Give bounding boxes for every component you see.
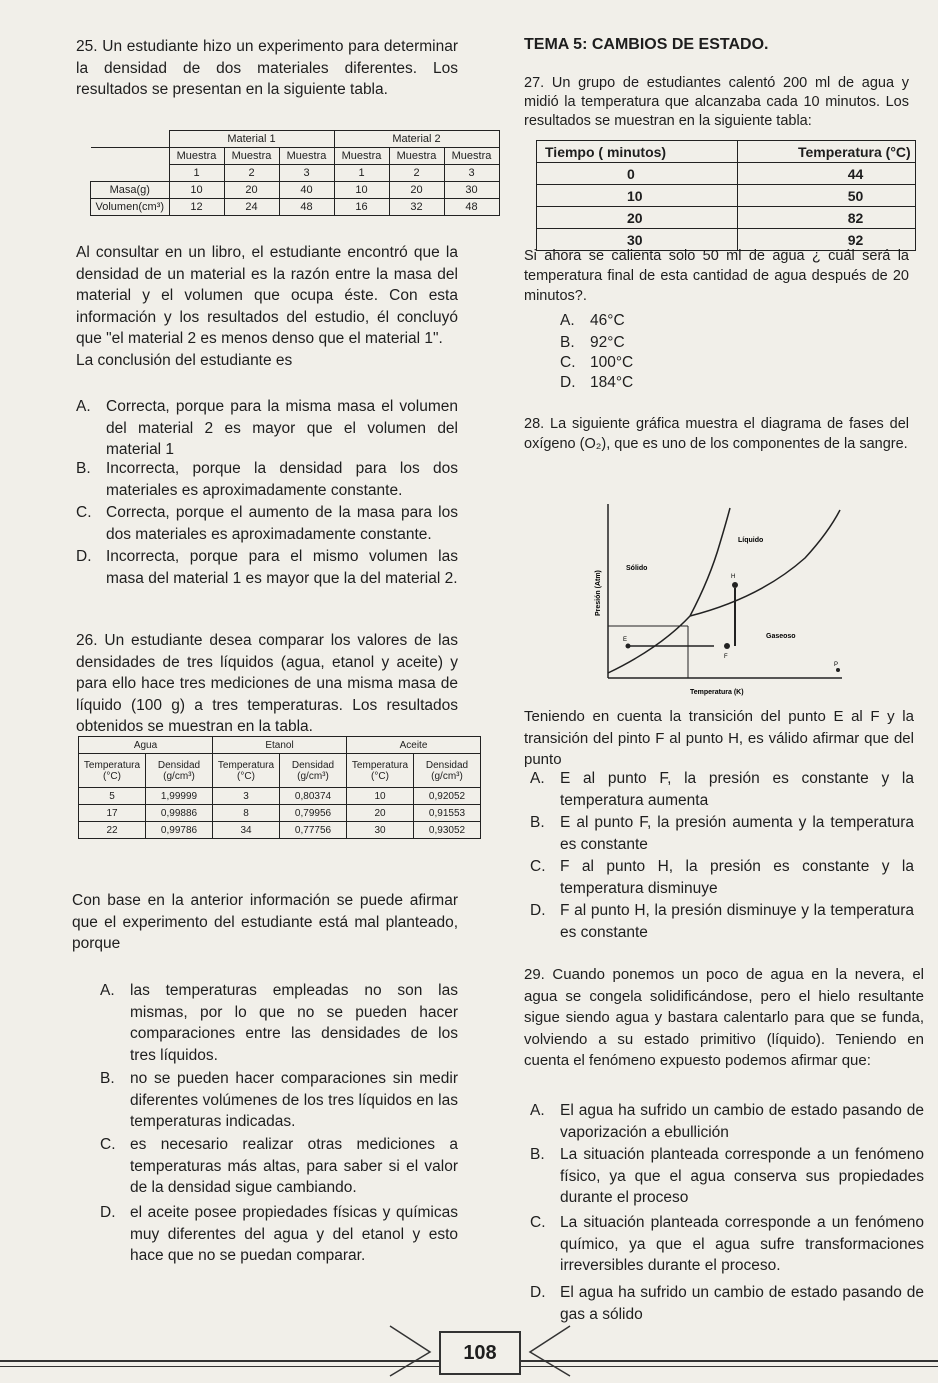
table-cell: 5 <box>79 788 146 805</box>
q27-option-c[interactable] <box>560 352 760 374</box>
table-cell: 1,99999 <box>146 788 213 805</box>
q25-sample-label: Muestra <box>334 148 389 165</box>
x-axis-label: Temperatura (K) <box>690 689 744 696</box>
option-letter: A. <box>560 312 575 329</box>
option-letter: A. <box>100 982 115 999</box>
q26-option-c[interactable] <box>100 1134 458 1199</box>
table-cell: 20 <box>224 182 279 199</box>
table-cell: 48 <box>279 199 334 216</box>
table-row <box>91 182 500 199</box>
label-gas: Gaseoso <box>766 633 796 640</box>
table-cell: 30 <box>537 229 738 251</box>
table-cell: 10 <box>169 182 224 199</box>
table-cell: 0,99886 <box>146 805 213 822</box>
point-e <box>626 644 631 649</box>
table-row <box>537 185 916 207</box>
option-letter: D. <box>530 1284 546 1301</box>
q27-table <box>536 140 916 251</box>
q26-density-header: Densidad (g/cm³) <box>146 754 213 788</box>
q28-option-b[interactable] <box>530 812 914 855</box>
q25-sample-label: Muestra <box>389 148 444 165</box>
option-letter: C. <box>530 858 546 875</box>
option-letter: D. <box>560 374 576 391</box>
q25-row-label: Masa(g) <box>91 182 170 199</box>
q29-option-d[interactable] <box>530 1282 924 1325</box>
q27-intro: 27. Un grupo de estudiantes calentó 200 ml de agua y midió la temperatura que alcanzaba cada 10 minutos. Los resultados se muestran en la siguiente tabla: <box>524 75 909 129</box>
sublimation-curve <box>608 616 690 673</box>
option-letter: D. <box>76 548 92 565</box>
option-text: E al punto F, la presión es constante y la temperatura aumenta <box>560 770 914 809</box>
option-text: El agua ha sufrido un cambio de estado pasando de gas a sólido <box>560 1284 924 1323</box>
option-text: Incorrecta, porque la densidad para los dos materiales es aproximadamente constante. <box>106 460 458 499</box>
table-cell: 0,99786 <box>146 822 213 839</box>
q26-group-ethanol: Etanol <box>213 737 347 754</box>
option-text: el aceite posee propiedades físicas y químicas muy diferentes del agua y del etanol y esto hace que no se puedan comparar. <box>130 1204 458 1264</box>
table-cell: 50 <box>738 185 916 207</box>
q29-intro: 29. Cuando ponemos un poco de agua en la nevera, el agua se congela solidificándose, pero el hielo resultante sigue siendo agua y bastara calentarlo para que se funda, volviendo a su estado primitivo (líquido). Teniendo en cuenta el fenómeno expuesto podemos afirmar que: <box>524 966 924 1069</box>
q27-option-d[interactable] <box>560 372 760 394</box>
table-cell: 0,91553 <box>414 805 481 822</box>
q25-option-c[interactable] <box>76 502 458 545</box>
option-text: 46°C <box>590 312 625 329</box>
option-text: E al punto F, la presión aumenta y la temperatura es constante <box>560 814 914 853</box>
option-letter: D. <box>530 902 546 919</box>
table-cell: 0,92052 <box>414 788 481 805</box>
q25-sample-label: Muestra <box>169 148 224 165</box>
option-text: F al punto H, la presión es constante y la temperatura disminuye <box>560 858 914 897</box>
table-cell: 0,79956 <box>280 805 347 822</box>
table-cell: 10 <box>537 185 738 207</box>
table-cell: 22 <box>79 822 146 839</box>
option-text: Incorrecta, porque para el mismo volumen las masa del material 1 es mayor que la del material 2. <box>106 548 458 587</box>
q26-option-a[interactable] <box>100 980 458 1066</box>
q27-option-b[interactable] <box>560 332 760 354</box>
table-cell: 30 <box>444 182 499 199</box>
table-cell: 40 <box>279 182 334 199</box>
table-row <box>79 805 481 822</box>
q25-sample-number: 3 <box>279 165 334 182</box>
q26-intro: 26. Un estudiante desea comparar los valores de las densidades de tres líquidos (agua, etanol y aceite) y para ello hace tres mediciones de una misma masa de líquido (100 g) a tres temperaturas. Los resultados obtenidos se muestran en la tabla. <box>76 632 458 735</box>
option-text: las temperaturas empleadas no son las mismas, por lo que no se pueden hacer comparaciones entre las densidades de los tres líquidos. <box>130 982 458 1064</box>
q25-sample-label: Muestra <box>444 148 499 165</box>
table-cell: 20 <box>347 805 414 822</box>
q28-option-a[interactable] <box>530 768 914 811</box>
option-letter: B. <box>76 460 91 477</box>
table-cell: 34 <box>213 822 280 839</box>
table-cell: 16 <box>334 199 389 216</box>
q28-option-c[interactable] <box>530 856 914 899</box>
option-letter: C. <box>530 1214 546 1231</box>
option-text: es necesario realizar otras mediciones a temperaturas más altas, para saber si el valor de la densidad sigue cambiando. <box>130 1136 458 1196</box>
point-label-h: H <box>731 574 736 580</box>
table-cell: 3 <box>213 788 280 805</box>
q26-density-header: Densidad (g/cm³) <box>280 754 347 788</box>
table-row <box>537 207 916 229</box>
q27-option-a[interactable] <box>560 310 760 332</box>
table-cell: 82 <box>738 207 916 229</box>
q26-group-water: Agua <box>79 737 213 754</box>
q29-option-b[interactable] <box>530 1144 924 1209</box>
label-solid: Sólido <box>626 565 648 572</box>
option-text: El agua ha sufrido un cambio de estado pasando de vaporización a ebullición <box>560 1102 924 1141</box>
q26-temp-header: Temperatura (°C) <box>213 754 280 788</box>
q26-table <box>78 736 481 839</box>
table-row <box>79 788 481 805</box>
table-cell: 24 <box>224 199 279 216</box>
q25-option-d[interactable] <box>76 546 458 589</box>
option-text: F al punto H, la presión disminuye y la temperatura es constante <box>560 902 914 941</box>
q25-sample-label: Muestra <box>279 148 334 165</box>
option-letter: C. <box>76 504 92 521</box>
point-f <box>724 643 730 649</box>
point-label-f: F <box>724 654 728 660</box>
y-axis-label: Presión (Atm) <box>595 570 602 616</box>
vaporization-curve <box>690 510 840 616</box>
point-p <box>836 668 840 672</box>
option-text: Correcta, porque para la misma masa el volumen del material 2 es mayor que el volumen del material 1 <box>106 398 458 458</box>
q26-group-oil: Aceite <box>347 737 481 754</box>
q25-sample-number: 2 <box>389 165 444 182</box>
table-row <box>79 822 481 839</box>
q27-header-time: Tiempo ( minutos) <box>537 141 738 163</box>
option-letter: B. <box>100 1070 115 1087</box>
fusion-curve <box>690 508 730 616</box>
q26-density-header: Densidad (g/cm³) <box>414 754 481 788</box>
section-title: TEMA 5: CAMBIOS DE ESTADO. <box>524 36 769 53</box>
q25-option-a[interactable] <box>76 396 458 461</box>
option-letter: B. <box>530 814 545 831</box>
table-row <box>91 199 500 216</box>
table-cell: 17 <box>79 805 146 822</box>
q28-option-d[interactable] <box>530 900 914 943</box>
option-letter: D. <box>100 1204 116 1221</box>
q26-option-d[interactable] <box>100 1202 458 1267</box>
q28-body: Teniendo en cuenta la transición del punto E al F y la transición del pinto F al punto H, es válido afirmar que del punto <box>524 708 914 768</box>
q27-header-temperature: Temperatura (°C) <box>738 141 916 163</box>
table-cell: 48 <box>444 199 499 216</box>
page-number: 108 <box>463 1342 497 1364</box>
q26-body: Con base en la anterior información se puede afirmar que el experimento del estudiante está mal planteado, porque <box>72 892 458 952</box>
q26-temp-header: Temperatura (°C) <box>347 754 414 788</box>
table-cell: 10 <box>334 182 389 199</box>
point-h <box>732 582 738 588</box>
table-cell: 30 <box>347 822 414 839</box>
label-liquid: Líquido <box>738 537 764 544</box>
table-cell: 12 <box>169 199 224 216</box>
table-cell: 20 <box>537 207 738 229</box>
q25-sample-number: 3 <box>444 165 499 182</box>
table-cell: 32 <box>389 199 444 216</box>
q25-sample-number: 2 <box>224 165 279 182</box>
table-cell: 44 <box>738 163 916 185</box>
q26-option-b[interactable] <box>100 1068 458 1133</box>
q25-sample-label: Muestra <box>224 148 279 165</box>
q27-body: Si ahora se calienta solo 50 ml de agua ¿ cuál será la temperatura final de esta cantidad de agua después de 20 minutos?. <box>524 248 909 304</box>
q29-option-c[interactable] <box>530 1212 924 1277</box>
option-letter: B. <box>560 334 575 351</box>
table-cell: 92 <box>738 229 916 251</box>
phase-diagram <box>590 498 850 700</box>
q25-intro: 25. Un estudiante hizo un experimento para determinar la densidad de dos materiales diferentes. Los resultados se presentan en la siguiente tabla. <box>76 38 458 98</box>
point-label-p: P <box>834 662 839 668</box>
option-letter: A. <box>530 770 545 787</box>
table-row <box>537 163 916 185</box>
option-letter: B. <box>530 1146 545 1163</box>
q25-option-b[interactable] <box>76 458 458 501</box>
q25-row-label: Volumen(cm³) <box>91 199 170 216</box>
q25-body: Al consultar en un libro, el estudiante encontró que la densidad de un material es la razón entre la masa del material y el volumen que ocupa éste. Con esta información y los resultados del estudio, él concluyó que "el material 2 es menos denso que el material 1". <box>76 244 458 347</box>
option-letter: A. <box>76 398 91 415</box>
point-label-e: E <box>623 637 628 643</box>
option-letter: C. <box>100 1136 116 1153</box>
q25-table <box>90 130 500 216</box>
q29-option-a[interactable] <box>530 1100 924 1143</box>
q25-header-material1: Material 1 <box>169 131 334 148</box>
q26-temp-header: Temperatura (°C) <box>79 754 146 788</box>
q28-intro: 28. La siguiente gráfica muestra el diagrama de fases del oxígeno (O₂), que es uno de los componentes de la sangre. <box>524 416 909 452</box>
option-letter: A. <box>530 1102 545 1119</box>
table-cell: 0 <box>537 163 738 185</box>
option-letter: C. <box>560 354 576 371</box>
option-text: 184°C <box>590 374 634 391</box>
option-text: no se pueden hacer comparaciones sin medir diferentes volúmenes de los tres líquidos en las temperaturas indicadas. <box>130 1070 458 1130</box>
table-cell: 0,93052 <box>414 822 481 839</box>
option-text: 92°C <box>590 334 625 351</box>
table-cell: 10 <box>347 788 414 805</box>
q25-header-material2: Material 2 <box>334 131 499 148</box>
table-cell: 0,80374 <box>280 788 347 805</box>
option-text: La situación planteada corresponde a un fenómeno físico, ya que el agua conserva sus propiedades durante el proceso <box>560 1146 924 1206</box>
option-text: Correcta, porque el aumento de la masa para los dos materiales es aproximadamente constante. <box>106 504 458 543</box>
table-cell: 0,77756 <box>280 822 347 839</box>
option-text: La situación planteada corresponde a un fenómeno químico, ya que el agua sufre transformaciones irreversibles durante el proceso. <box>560 1214 924 1274</box>
table-cell: 20 <box>389 182 444 199</box>
q25-prompt: La conclusión del estudiante es <box>76 352 293 369</box>
option-text: 100°C <box>590 354 634 371</box>
table-cell: 8 <box>213 805 280 822</box>
q25-sample-number: 1 <box>169 165 224 182</box>
q25-sample-number: 1 <box>334 165 389 182</box>
